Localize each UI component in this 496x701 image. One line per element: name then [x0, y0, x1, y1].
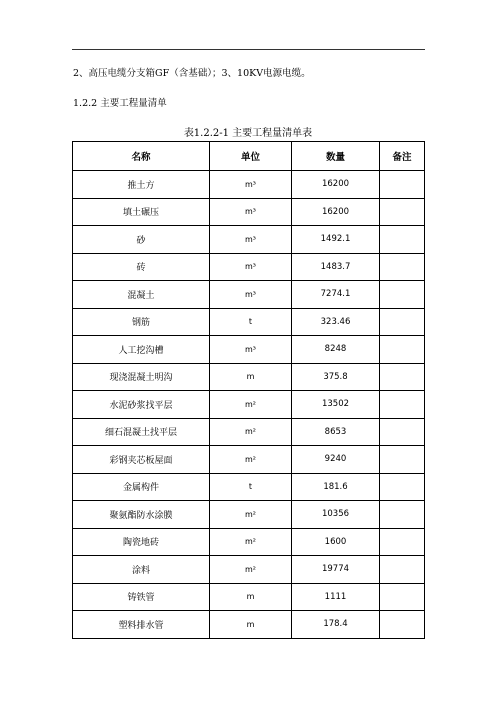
cell-remarks [380, 583, 425, 611]
cell-quantity: 178.4 [292, 611, 380, 639]
cell-remarks [380, 611, 425, 639]
header-name: 名称 [73, 142, 210, 171]
cell-unit: m² [210, 501, 292, 529]
cell-name: 推土方 [73, 171, 210, 199]
cell-remarks [380, 473, 425, 501]
cell-remarks [380, 281, 425, 309]
cell-quantity: 13502 [292, 391, 380, 419]
header-unit: 单位 [210, 142, 292, 171]
quantity-table [72, 141, 425, 639]
table-row [73, 171, 425, 199]
cell-remarks [380, 336, 425, 364]
cell-quantity: 1111 [292, 583, 380, 611]
cell-remarks [380, 556, 425, 584]
cell-unit: t [210, 473, 292, 501]
cell-remarks [380, 418, 425, 446]
cell-name: 铸铁管 [73, 583, 210, 611]
table-body [73, 171, 425, 639]
cell-name: 钢筋 [73, 308, 210, 336]
table-caption: 表1.2.2-1 主要工程量清单表 [183, 128, 313, 139]
cell-unit: m [210, 583, 292, 611]
table-row [73, 418, 425, 446]
cell-name: 现浇混凝土明沟 [73, 363, 210, 391]
cell-unit: m³ [210, 253, 292, 281]
cell-name: 混凝土 [73, 281, 210, 309]
cell-unit: m³ [210, 198, 292, 226]
table-row [73, 363, 425, 391]
table-row [73, 308, 425, 336]
cell-remarks [380, 363, 425, 391]
cell-unit: m³ [210, 171, 292, 199]
cell-unit: m³ [210, 336, 292, 364]
cell-quantity: 1600 [292, 528, 380, 556]
table-row [73, 501, 425, 529]
cell-name: 填土碾压 [73, 198, 210, 226]
table-row [73, 336, 425, 364]
paragraph-equipment-list: 2、高压电缆分支箱GF（含基础）；3、10KV电源电缆。 [73, 68, 311, 79]
cell-quantity: 323.46 [292, 308, 380, 336]
cell-remarks [380, 528, 425, 556]
cell-unit: m² [210, 446, 292, 474]
table-row [73, 226, 425, 254]
cell-quantity: 8248 [292, 336, 380, 364]
cell-unit: m² [210, 391, 292, 419]
cell-unit: m [210, 363, 292, 391]
cell-remarks [380, 171, 425, 199]
table-row [73, 198, 425, 226]
cell-name: 水泥砂浆找平层 [73, 391, 210, 419]
cell-quantity: 375.8 [292, 363, 380, 391]
cell-quantity: 1483.7 [292, 253, 380, 281]
cell-quantity: 16200 [292, 198, 380, 226]
cell-quantity: 10356 [292, 501, 380, 529]
cell-name: 陶瓷地砖 [73, 528, 210, 556]
table-row [73, 556, 425, 584]
cell-unit: m² [210, 418, 292, 446]
table-header-row [73, 142, 425, 171]
cell-unit: m³ [210, 226, 292, 254]
cell-name: 砖 [73, 253, 210, 281]
table-row [73, 281, 425, 309]
table-row [73, 446, 425, 474]
header-remarks: 备注 [380, 142, 425, 171]
cell-remarks [380, 253, 425, 281]
cell-unit: m² [210, 528, 292, 556]
cell-remarks [380, 198, 425, 226]
cell-name: 塑料排水管 [73, 611, 210, 639]
table-row [73, 473, 425, 501]
cell-name: 聚氨酯防水涂膜 [73, 501, 210, 529]
cell-name: 金属构件 [73, 473, 210, 501]
cell-remarks [380, 446, 425, 474]
cell-name: 彩钢夹芯板屋面 [73, 446, 210, 474]
cell-unit: m³ [210, 281, 292, 309]
table-row [73, 391, 425, 419]
header-rule [72, 49, 425, 50]
cell-unit: t [210, 308, 292, 336]
table-row [73, 583, 425, 611]
cell-name: 细石混凝土找平层 [73, 418, 210, 446]
cell-remarks [380, 501, 425, 529]
cell-quantity: 9240 [292, 446, 380, 474]
cell-name: 涂料 [73, 556, 210, 584]
cell-remarks [380, 226, 425, 254]
cell-quantity: 181.6 [292, 473, 380, 501]
cell-name: 砂 [73, 226, 210, 254]
cell-quantity: 16200 [292, 171, 380, 199]
cell-unit: m² [210, 556, 292, 584]
cell-quantity: 7274.1 [292, 281, 380, 309]
cell-unit: m [210, 611, 292, 639]
table-row [73, 611, 425, 639]
cell-quantity: 1492.1 [292, 226, 380, 254]
header-quantity: 数量 [292, 142, 380, 171]
cell-quantity: 8653 [292, 418, 380, 446]
cell-name: 人工挖沟槽 [73, 336, 210, 364]
table-row [73, 528, 425, 556]
cell-remarks [380, 308, 425, 336]
cell-quantity: 19774 [292, 556, 380, 584]
cell-remarks [380, 391, 425, 419]
table-row [73, 253, 425, 281]
section-heading: 1.2.2 主要工程量清单 [73, 98, 167, 109]
